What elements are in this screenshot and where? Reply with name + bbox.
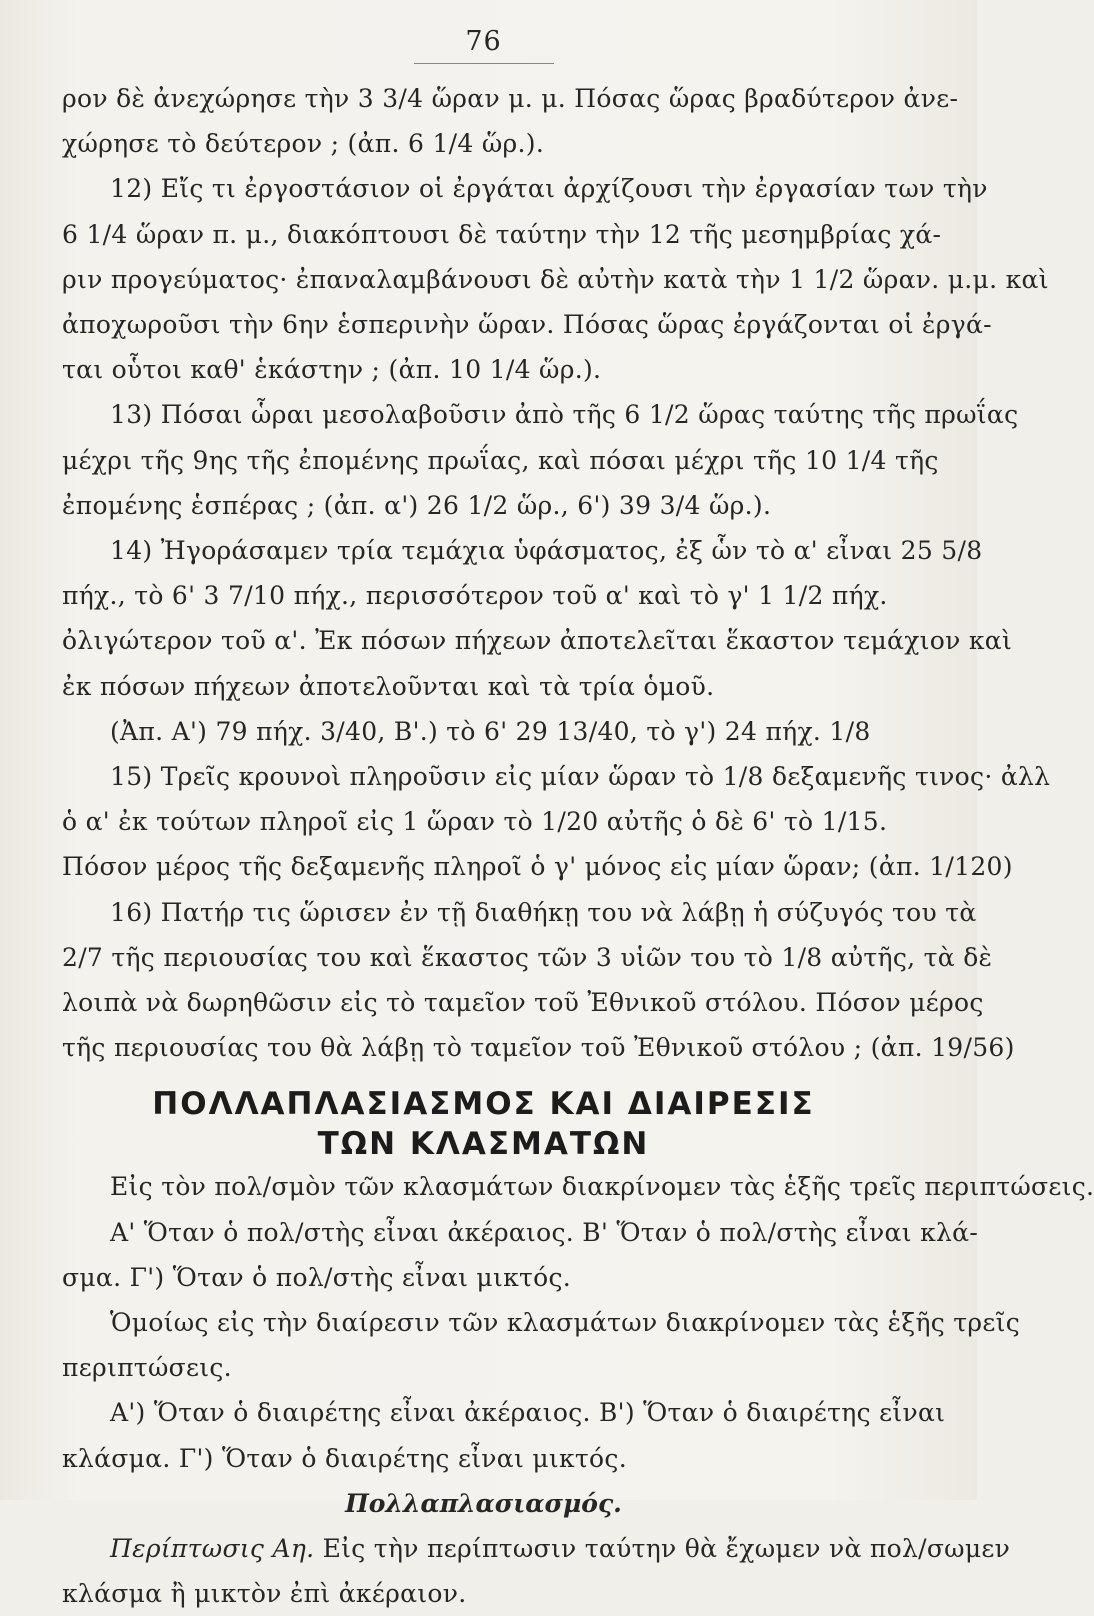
answer-14: (Ἀπ. Α') 79 πήχ. 3/40, Β'.) τὸ 6' 29 13/40, τὸ γ') 24 πήχ. 1/8 bbox=[110, 716, 871, 746]
text-line: ἐκ πόσων πήχεων ἀποτελοῦνται καὶ τὰ τρία ὁμοῦ. bbox=[62, 671, 715, 701]
section-heading-line2: ΤΩΝ ΚΛΑΣΜΑΤΩΝ bbox=[317, 1126, 650, 1163]
text-line: ὁ α' ἐκ τούτων πληροῖ εἰς 1 ὥραν τὸ 1/20 αὐτῆς ὁ δὲ 6' τὸ 1/15. bbox=[62, 807, 888, 837]
text-line: Ὁμοίως εἰς τὴν διαίρεσιν τῶν κλασμάτων διακρίνομεν τὰς ἑξῆς τρεῖς bbox=[110, 1308, 1021, 1338]
exercise-12-start: 12) Εἴς τι ἐργοστάσιον οἱ ἐργάται ἀρχίζουσι τὴν ἐργασίαν των τὴν bbox=[110, 174, 988, 204]
text-line: μέχρι τῆς 9ης τῆς ἐπομένης πρωΐας, καὶ πόσαι μέχρι τῆς 10 1/4 τῆς bbox=[62, 445, 939, 475]
text-line: 2/7 τῆς περιουσίας του καὶ ἕκαστος τῶν 3 υἱῶν του τὸ 1/8 αὐτῆς, τὰ δὲ bbox=[62, 942, 993, 972]
exercise-14-start: 14) Ἠγοράσαμεν τρία τεμάχια ὑφάσματος, ἐξ ὧν τὸ α' εἶναι 25 5/8 bbox=[110, 536, 983, 566]
text-line: ται οὗτοι καθ' ἑκάστην ; (ἀπ. 10 1/4 ὥρ.). bbox=[62, 355, 602, 385]
exercises-block bbox=[62, 76, 1051, 1070]
text-line: κλάσμα. Γ') Ὅταν ὁ διαιρέτης εἶναι μικτός. bbox=[62, 1443, 627, 1473]
exercise-16-start: 16) Πατήρ τις ὥρισεν ἐν τῇ διαθήκῃ του νὰ λάβῃ ἡ σύζυγός του τὰ bbox=[110, 897, 977, 927]
text-line: ριν προγεύματος· ἐπαναλαμβάνουσι δὲ αὐτὴν κατὰ τὴν 1 1/2 ὥραν. μ.μ. καὶ bbox=[62, 264, 1049, 294]
section-heading-line1: ΠΟΛΛΑΠΛΑΣΙΑΣΜΟΣ ΚΑΙ ΔΙΑΙΡΕΣΙΣ bbox=[152, 1086, 815, 1123]
text-line: Πόσον μέρος τῆς δεξαμενῆς πληροῖ ὁ γ' μόνος εἰς μίαν ὥραν; (ἀπ. 1/120) bbox=[62, 852, 1013, 882]
exercise-15-start: 15) Τρεῖς κρουνοὶ πληροῦσιν εἰς μίαν ὥραν τὸ 1/8 δεξαμενῆς τινος· ἀλλ bbox=[110, 762, 1051, 792]
text-line: σμα. Γ') Ὅταν ὁ πολ/στὴς εἶναι μικτός. bbox=[62, 1262, 572, 1292]
text-line: τῆς περιουσίας του θὰ λάβῃ τὸ ταμεῖον τοῦ Ἐθνικοῦ στόλου ; (ἀπ. 19/56) bbox=[62, 1033, 1015, 1063]
text-line: κλάσμα ἢ μικτὸν ἐπὶ ἀκέραιον. bbox=[62, 1579, 467, 1609]
text-line: 6 1/4 ὥραν π. μ., διακόπτουσι δὲ ταύτην τὴν 12 τῆς μεσημβρίας χά- bbox=[62, 219, 942, 249]
text-line: περιπτώσεις. bbox=[62, 1353, 232, 1383]
text-line: χώρησε τὸ δεύτερον ; (ἀπ. 6 1/4 ὥρ.). bbox=[62, 129, 545, 159]
text-line: Α' Ὅταν ὁ πολ/στὴς εἶναι ἀκέραιος. Β' Ὅταν ὁ πολ/στὴς εἶναι κλά- bbox=[110, 1217, 979, 1247]
text-line: Α') Ὅταν ὁ διαιρέτης εἶναι ἀκέραιος. Β') Ὅταν ὁ διαιρέτης εἶναι bbox=[110, 1398, 946, 1428]
case-a-line bbox=[62, 1526, 1011, 1571]
text-line: ὀλιγώτερον τοῦ α'. Ἐκ πόσων πήχεων ἀποτελεῖται ἕκαστον τεμάχιον καὶ bbox=[62, 626, 1013, 656]
exercise-13-start: 13) Πόσαι ὧραι μεσολαβοῦσιν ἀπὸ τῆς 6 1/2 ὥρας ταύτης τῆς πρωΐας bbox=[110, 400, 1019, 430]
text-line: λοιπὰ νὰ δωρηθῶσιν εἰς τὸ ταμεῖον τοῦ Ἐθνικοῦ στόλου. Πόσον μέρος bbox=[62, 988, 984, 1018]
text-line: ρον δὲ ἀνεχώρησε τὴν 3 3/4 ὥραν μ. μ. Πόσας ὥρας βραδύτερον ἀνε- bbox=[62, 84, 959, 113]
case-label: Περίπτωσις Αη. bbox=[110, 1533, 315, 1563]
subheading-multiplication: Πολλαπλασιασμός. bbox=[345, 1488, 622, 1518]
text-line: Εἰς τὸν πολ/σμὸν τῶν κλασμάτων διακρίνομεν τὰς ἑξῆς τρεῖς περιπτώσεις. bbox=[110, 1172, 1094, 1202]
text-line: ἐπομένης ἑσπέρας ; (ἀπ. α') 26 1/2 ὥρ., 6') 39 3/4 ὥρ.). bbox=[62, 490, 772, 520]
intro-block bbox=[62, 1164, 1094, 1480]
text-line: ἀποχωροῦσι τὴν 6ην ἑσπερινὴν ὥραν. Πόσας ὥρας ἐργάζονται οἱ ἐργά- bbox=[62, 310, 992, 340]
top-rule bbox=[414, 63, 554, 64]
case-text: Εἰς τὴν περίπτωσιν ταύτην θὰ ἔχωμεν νὰ πολ/σωμεν bbox=[322, 1533, 1011, 1563]
page-number: 76 bbox=[465, 26, 502, 57]
text-line: πήχ., τὸ 6' 3 7/10 πήχ., περισσότερον τοῦ α' καὶ τὸ γ' 1 1/2 πήχ. bbox=[62, 581, 888, 611]
